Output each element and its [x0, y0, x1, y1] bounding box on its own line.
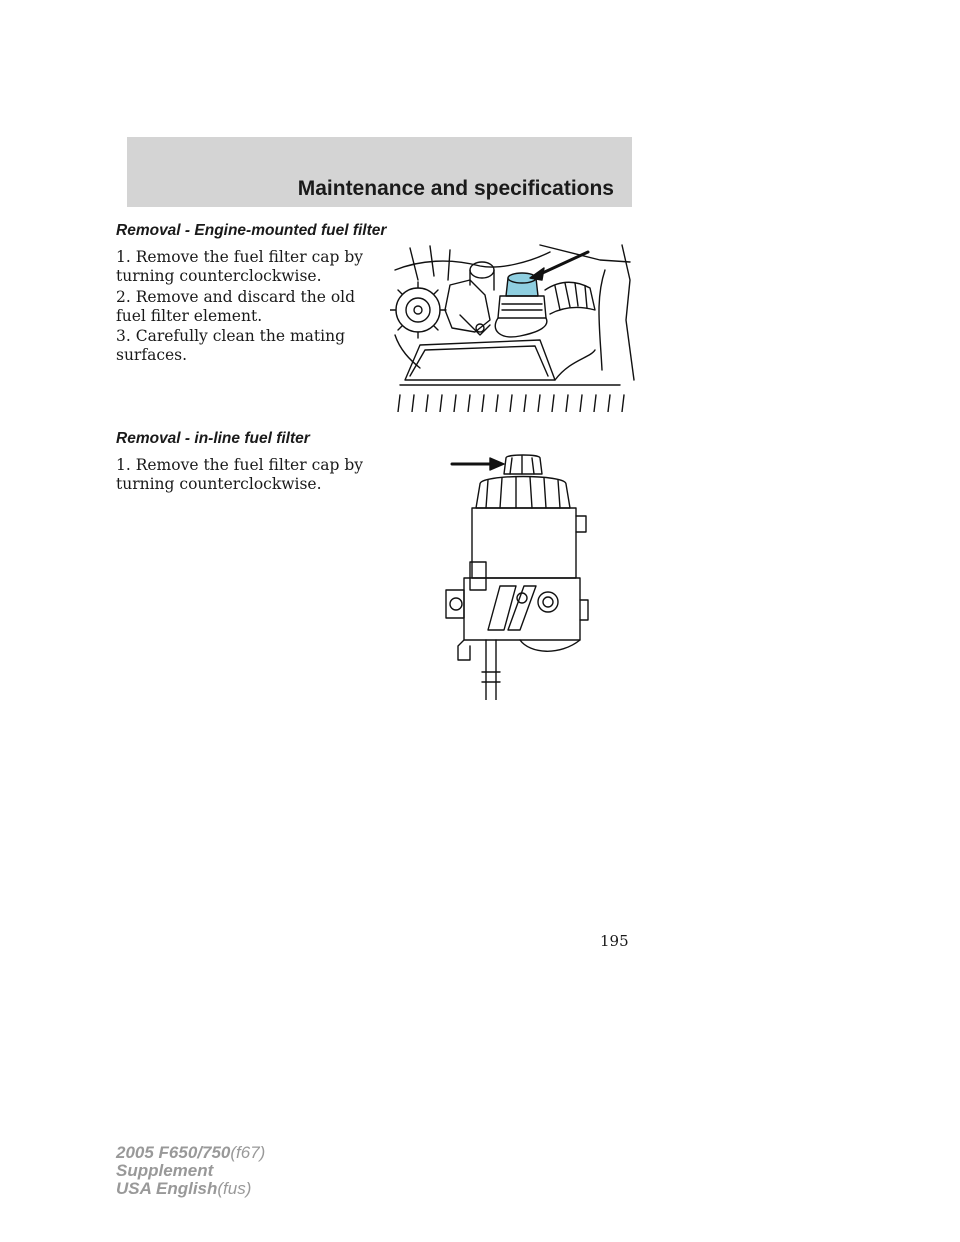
page-title: Maintenance and specifications: [297, 177, 614, 200]
footer-model: 2005 F650/750: [116, 1143, 231, 1162]
footer-doc-line: [116, 1162, 265, 1180]
step-engine-1: 1. Remove the fuel filter cap by turning counterclockwise.: [116, 248, 364, 285]
footer-model-line: [116, 1144, 265, 1162]
engine-bay-fuel-filter-illustration: [390, 240, 640, 412]
inline-fuel-filter-illustration: [440, 450, 600, 700]
footer-doc: Supplement: [116, 1161, 214, 1180]
section-heading-engine-mounted: Removal - Engine-mounted fuel filter: [116, 222, 387, 239]
step-engine-2: 2. Remove and discard the old fuel filter element.: [116, 288, 356, 325]
step-inline-1: 1. Remove the fuel filter cap by turning counterclockwise.: [116, 456, 364, 493]
footer-model-code: (f67): [230, 1143, 266, 1162]
footer-language-code: (fus): [217, 1179, 252, 1198]
page-number: 195: [600, 932, 629, 950]
header-band: [127, 137, 632, 207]
footer: [116, 1144, 265, 1198]
footer-language-line: [116, 1180, 265, 1198]
footer-language: USA English: [116, 1179, 218, 1198]
step-engine-3: 3. Carefully clean the mating surfaces.: [116, 327, 346, 364]
section-heading-inline: Removal - in-line fuel filter: [116, 430, 310, 447]
